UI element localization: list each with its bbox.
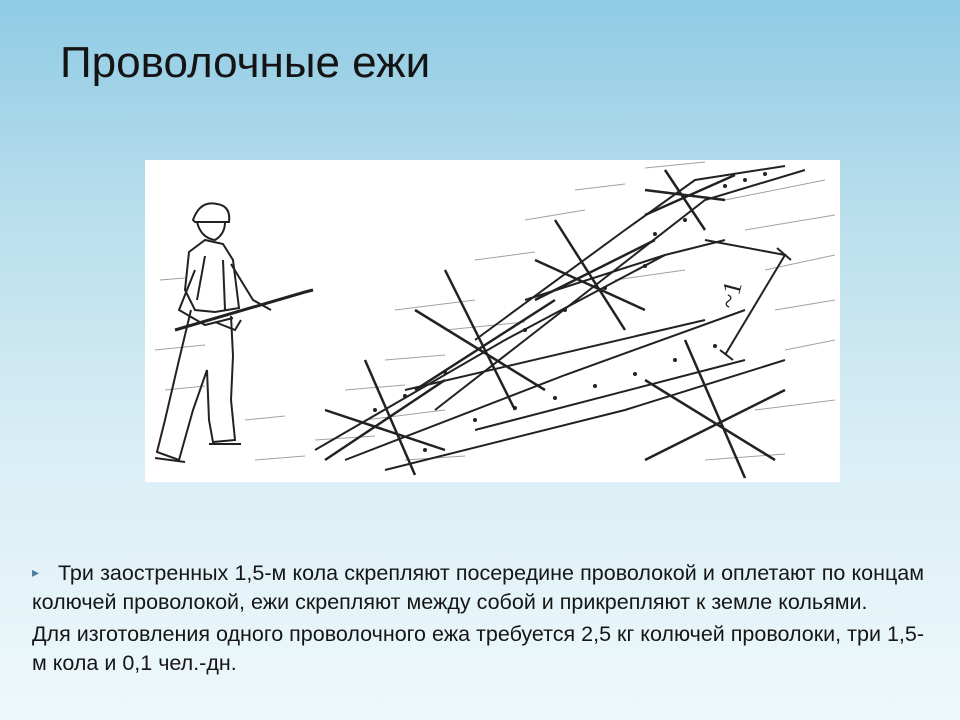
bullet-icon: ▸ <box>32 564 40 580</box>
hedgehog-stakes <box>325 170 785 478</box>
paragraph-1-text: Три заостренных 1,5-м кола скрепляют посередине проволокой и оплетают по концам колючей проволокой, ежи скрепляют между собой и прикрепляют к земле кольями. <box>32 561 924 614</box>
slide-title: Проволочные ежи <box>60 38 431 87</box>
hedgehog-rails <box>315 166 805 470</box>
barbed-wire-marks <box>373 172 767 452</box>
dimension-label: ~1 <box>712 277 748 312</box>
paragraph-2-text: Для изготовления одного проволочного ежа требуется 2,5 кг колючей проволоки, три 1,5-м кола и 0,1 чел.-дн. <box>32 622 924 675</box>
slide-body <box>32 558 924 681</box>
paragraph-1 <box>32 558 924 617</box>
soldier-figure <box>155 203 313 462</box>
wire-hedgehog-illustration <box>145 160 840 482</box>
illustration-drawing <box>145 160 840 482</box>
paragraph-2 <box>32 620 924 678</box>
